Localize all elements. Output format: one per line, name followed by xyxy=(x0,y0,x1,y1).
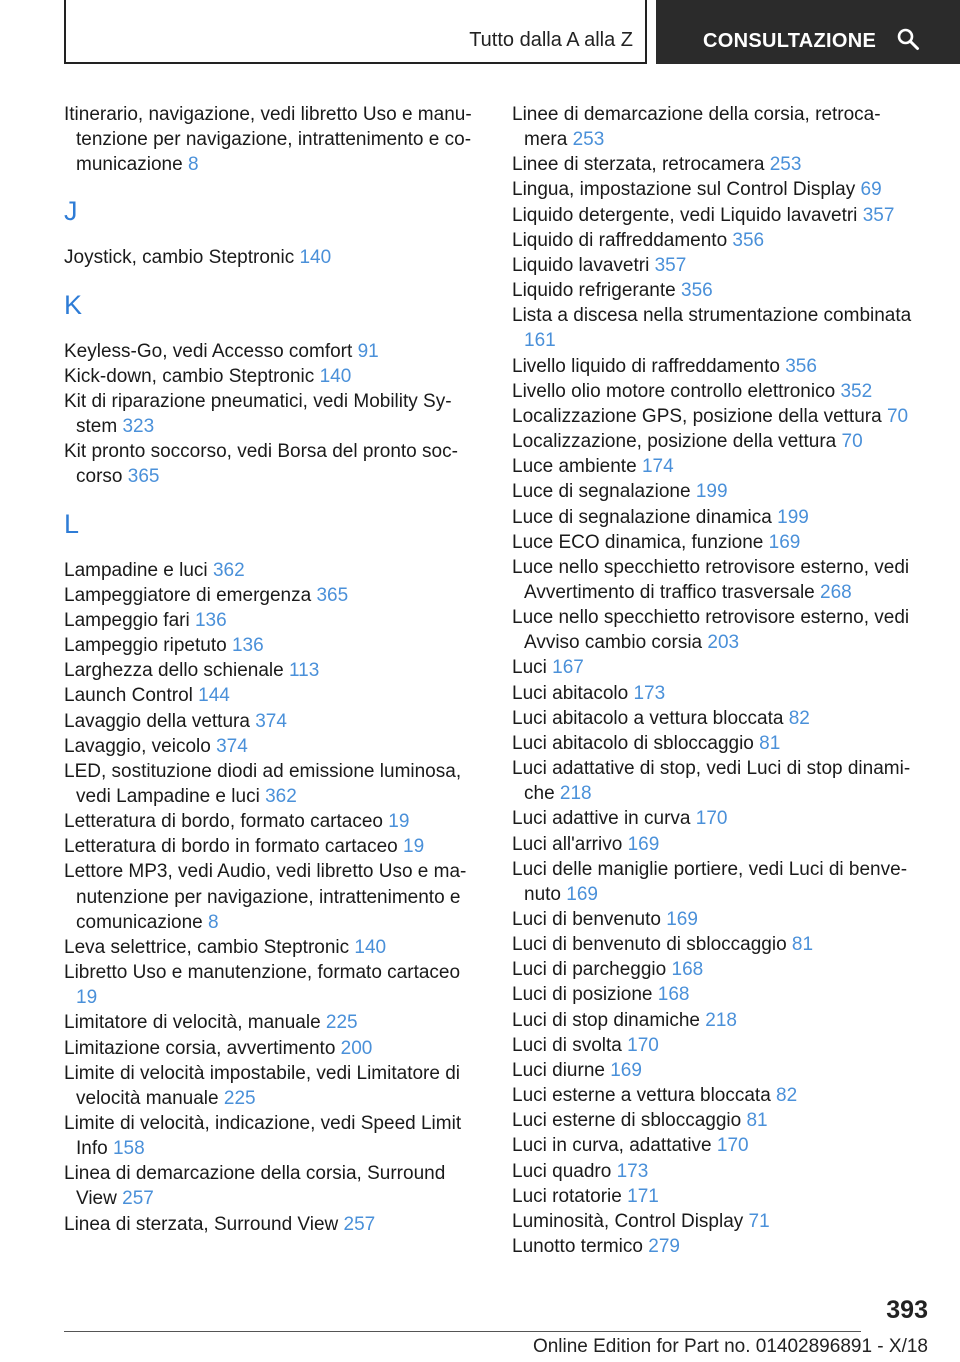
index-entry-page-link[interactable]: 365 xyxy=(127,466,160,488)
index-entry-page-link[interactable]: 8 xyxy=(208,911,219,933)
index-entry xyxy=(64,389,474,439)
index-entry-page-link[interactable]: 136 xyxy=(231,635,264,657)
index-entry xyxy=(512,479,917,504)
index-entry xyxy=(64,102,474,177)
index-entry-page-link[interactable]: 113 xyxy=(289,660,320,682)
index-entry-text: Localizzazione, posizione della vettura xyxy=(512,431,837,453)
index-entry xyxy=(64,1161,474,1211)
index-entry-page-link[interactable]: 225 xyxy=(325,1012,358,1034)
header-title-box xyxy=(64,0,647,64)
index-entry-text: Luci delle maniglie portiere, vedi Luci di benvenuto xyxy=(512,858,908,905)
index-entry xyxy=(512,1184,917,1209)
index-entry xyxy=(64,859,474,934)
index-letter-heading: L xyxy=(64,508,80,539)
index-entry xyxy=(64,1010,474,1035)
index-entry xyxy=(64,734,474,759)
index-entry-text: Luminosità, Control Display xyxy=(512,1210,744,1232)
index-entry-text: Luci di stop dinamiche xyxy=(512,1009,700,1031)
index-entry-page-link[interactable]: 70 xyxy=(886,405,909,427)
index-entry-page-link[interactable]: 158 xyxy=(112,1138,145,1160)
index-entry xyxy=(64,439,474,489)
index-entry-text: Linea di demarcazione della corsia, Surround View xyxy=(64,1163,446,1210)
header-section: CONSULTAZIONE xyxy=(703,30,877,52)
index-entry-text: Luce ECO dinamica, funzione xyxy=(512,531,764,553)
index-entry xyxy=(512,957,917,982)
index-entry-text: Luci di parcheggio xyxy=(512,959,667,981)
index-entry-text: Keyless-Go, vedi Accesso comfort xyxy=(64,340,353,362)
index-entry-text: Liquido refrigerante xyxy=(512,280,676,302)
index-entry xyxy=(512,907,917,932)
index-entry-text: Liquido di raffreddamento xyxy=(512,229,728,251)
index-entry-text: Lampeggiatore di emergenza xyxy=(64,584,312,606)
index-entry-page-link[interactable]: 8 xyxy=(187,154,199,176)
index-letter-heading: J xyxy=(64,196,78,227)
header-section-box xyxy=(656,0,960,64)
index-entry-page-link[interactable]: 81 xyxy=(759,732,781,754)
index-entry xyxy=(512,756,917,806)
index-entry-text: Luci adattative di stop, vedi Luci di stop dinamiche xyxy=(512,758,911,805)
index-entry-page-link[interactable]: 356 xyxy=(732,229,765,251)
index-entry xyxy=(512,832,917,857)
index-entry-text: Luci esterne di sbloccaggio xyxy=(512,1110,742,1132)
index-entry-text: Luci in curva, adattative xyxy=(512,1135,712,1157)
index-entry-text: Luci diurne xyxy=(512,1059,605,1081)
index-entry xyxy=(512,228,917,253)
index-entry-text: Localizzazione GPS, posizione della vettura xyxy=(512,405,882,427)
index-entry-text: Lavaggio, veicolo xyxy=(64,735,211,757)
index-entry-text: Luci rotatorie xyxy=(512,1185,622,1207)
index-entry-text: Kit di riparazione pneumatici, vedi Mobility System xyxy=(64,390,452,438)
index-entry-page-link[interactable]: 200 xyxy=(340,1037,373,1059)
index-entry-page-link[interactable]: 323 xyxy=(122,416,155,438)
index-entry xyxy=(512,454,917,479)
index-entry xyxy=(512,429,917,454)
index-entry-text: Larghezza dello schienale xyxy=(64,660,284,682)
index-entry-text: Luce ambiente xyxy=(512,456,637,478)
index-entry-page-link[interactable]: 173 xyxy=(633,682,666,704)
index-entry xyxy=(512,253,917,278)
index-entry-text: Limitatore di velocità, manuale xyxy=(64,1012,321,1034)
index-entry-page-link[interactable]: 69 xyxy=(860,179,882,201)
index-entry xyxy=(512,1159,917,1184)
index-entry-text: Lampeggio ripetuto xyxy=(64,635,227,657)
index-entry xyxy=(64,1036,474,1061)
index-entry-text: Linea di sterzata, Surround View xyxy=(64,1213,339,1235)
index-entry-page-link[interactable]: 218 xyxy=(705,1009,737,1031)
index-entry xyxy=(512,857,917,907)
index-entry-page-link[interactable]: 374 xyxy=(216,735,248,757)
index-entry xyxy=(512,706,917,731)
index-entry-page-link[interactable]: 257 xyxy=(122,1188,154,1210)
index-entry-text: Luci abitacolo xyxy=(512,682,629,704)
index-entry-page-link[interactable]: 170 xyxy=(695,808,728,830)
index-entry xyxy=(64,558,474,583)
index-entry xyxy=(64,658,474,683)
index-entry xyxy=(64,633,474,658)
index-entry-page-link[interactable]: 136 xyxy=(194,609,227,631)
index-entry xyxy=(512,1033,917,1058)
index-entry-text: Libretto Uso e manutenzione, formato cartaceo xyxy=(64,962,461,984)
index-entry xyxy=(64,834,474,859)
index-entry-text: Launch Control xyxy=(64,685,193,707)
index-entry-text: Letteratura di bordo in formato cartaceo xyxy=(64,836,398,858)
index-entry-page-link[interactable]: 169 xyxy=(768,531,801,553)
index-entry-text: Kit pronto soccorso, vedi Borsa del pronto soccorso xyxy=(64,441,458,488)
page-number: 393 xyxy=(886,1296,928,1324)
index-entry-page-link[interactable]: 140 xyxy=(354,936,387,958)
index-entry-page-link[interactable]: 365 xyxy=(316,584,349,606)
index-entry xyxy=(64,960,474,1010)
index-entry xyxy=(64,935,474,960)
index-entry xyxy=(512,1008,917,1033)
index-entry xyxy=(512,1058,917,1083)
index-entry xyxy=(512,932,917,957)
index-column-right xyxy=(512,102,917,1259)
index-entry-page-link[interactable]: 356 xyxy=(681,280,713,302)
index-entry-text: Luce nello specchietto retrovisore esterno, vedi Avvertimento di traffico trasversale xyxy=(512,556,910,603)
index-entry-page-link[interactable]: 362 xyxy=(212,559,245,581)
index-entry xyxy=(512,152,917,177)
index-entry xyxy=(512,555,917,605)
index-entry xyxy=(512,278,917,303)
index-entry-page-link[interactable]: 19 xyxy=(388,811,410,833)
index-entry-text: LED, sostituzione diodi ad emissione luminosa, vedi Lampadine e luci xyxy=(64,760,462,807)
index-entry-page-link[interactable]: 19 xyxy=(403,836,425,858)
index-entry-page-link[interactable]: 169 xyxy=(627,833,660,855)
index-entry-text: Leva selettrice, cambio Steptronic xyxy=(64,936,350,958)
index-entry xyxy=(512,982,917,1007)
index-entry xyxy=(64,709,474,734)
index-entry-page-link[interactable]: 168 xyxy=(671,959,704,981)
index-entry-page-link[interactable]: 161 xyxy=(524,330,556,352)
footer-divider xyxy=(64,1331,861,1332)
index-entry xyxy=(512,505,917,530)
index-entry-page-link[interactable]: 91 xyxy=(357,340,379,362)
index-entry-page-link[interactable]: 171 xyxy=(627,1185,659,1207)
index-entry-text: Linee di demarcazione della corsia, retrocamera xyxy=(512,104,881,151)
index-entry-page-link[interactable]: 357 xyxy=(654,254,687,276)
index-entry xyxy=(64,364,474,389)
index-entry-text: Limite di velocità impostabile, vedi Limitatore di velocità manuale xyxy=(64,1062,461,1109)
index-entry xyxy=(512,102,917,152)
index-entry-text: Itinerario, navigazione, vedi libretto Uso e manutenzione per navigazione, intrattenimento e comunicazione xyxy=(64,104,472,176)
index-entry-page-link[interactable]: 279 xyxy=(648,1236,680,1258)
index-entry xyxy=(512,530,917,555)
index-entry-page-link[interactable]: 169 xyxy=(666,909,698,930)
index-entry-page-link[interactable]: 374 xyxy=(255,710,287,732)
index-entry-text: Liquido detergente, vedi Liquido lavavetri xyxy=(512,204,858,226)
index-entry-page-link[interactable]: 203 xyxy=(707,632,740,654)
index-entry-text: Luci di posizione xyxy=(512,984,653,1006)
index-entry-page-link[interactable]: 268 xyxy=(820,581,852,603)
search-icon xyxy=(896,27,920,51)
index-entry-page-link[interactable]: 199 xyxy=(777,506,809,528)
index-entry-text: Luce nello specchietto retrovisore esterno, vedi Avviso cambio corsia xyxy=(512,607,910,654)
index-entry xyxy=(512,1209,917,1234)
index-entry xyxy=(64,1212,474,1237)
index-entry xyxy=(512,303,917,353)
index-entry-page-link[interactable]: 169 xyxy=(566,883,598,905)
index-entry-page-link[interactable]: 253 xyxy=(572,129,605,151)
index-entry-text: Luci abitacolo a vettura bloccata xyxy=(512,707,784,729)
index-entry xyxy=(512,404,917,429)
index-entry xyxy=(512,681,917,706)
index-entry xyxy=(512,379,917,404)
index-entry-text: Luci di benvenuto di sbloccaggio xyxy=(512,934,787,956)
index-entry xyxy=(64,683,474,708)
index-entry xyxy=(512,177,917,202)
index-entry xyxy=(64,245,474,270)
index-entry-page-link[interactable]: 170 xyxy=(716,1135,749,1157)
index-entry-page-link[interactable]: 218 xyxy=(559,783,592,805)
index-entry xyxy=(512,1133,917,1158)
index-entry-text: Lampadine e luci xyxy=(64,559,208,581)
index-entry xyxy=(64,1111,474,1161)
index-entry-text: Livello liquido di raffreddamento xyxy=(512,355,780,377)
index-entry xyxy=(512,354,917,379)
index-entry-text: Luci di benvenuto xyxy=(512,909,661,930)
index-entry-page-link[interactable]: 352 xyxy=(840,380,873,402)
index-entry xyxy=(64,608,474,633)
index-entry-text: Lettore MP3, vedi Audio, vedi libretto Uso e manutenzione per navigazione, intrattenimento e comunicazione xyxy=(64,861,467,933)
index-entry-page-link[interactable]: 140 xyxy=(319,365,352,387)
index-entry-text: Limitazione corsia, avvertimento xyxy=(64,1037,336,1059)
index-entry-page-link[interactable]: 199 xyxy=(695,481,728,503)
index-entry-text: Livello olio motore controllo elettronico xyxy=(512,380,836,402)
index-column-left xyxy=(64,102,474,1237)
index-entry-text: Lavaggio della vettura xyxy=(64,710,250,732)
index-entry xyxy=(512,203,917,228)
index-entry-text: Liquido lavavetri xyxy=(512,254,650,276)
index-entry-page-link[interactable]: 140 xyxy=(299,247,332,269)
index-entry-page-link[interactable]: 19 xyxy=(76,987,98,1009)
index-entry xyxy=(512,605,917,655)
index-entry-page-link[interactable]: 170 xyxy=(627,1034,659,1056)
index-entry-page-link[interactable]: 81 xyxy=(746,1110,768,1132)
index-entry xyxy=(64,759,474,809)
index-entry-page-link[interactable]: 144 xyxy=(198,685,230,707)
index-entry-text: Limite di velocità, indicazione, vedi Speed Limit Info xyxy=(64,1113,462,1160)
index-entry-text: Luce di segnalazione xyxy=(512,481,691,503)
index-entry xyxy=(64,809,474,834)
index-entry-text: Luci esterne a vettura bloccata xyxy=(512,1085,771,1107)
index-entry xyxy=(512,731,917,756)
header-title: Tutto dalla A alla Z xyxy=(469,29,633,51)
index-entry-page-link[interactable]: 357 xyxy=(862,204,895,226)
index-entry-text: Luci abitacolo di sbloccaggio xyxy=(512,732,754,754)
index-entry-text: Letteratura di bordo, formato cartaceo xyxy=(64,811,383,833)
index-letter-heading: K xyxy=(64,289,83,320)
index-entry-page-link[interactable]: 362 xyxy=(265,785,297,807)
index-entry-page-link[interactable]: 174 xyxy=(641,456,674,478)
index-entry-text: Luce di segnalazione dinamica xyxy=(512,506,772,528)
index-entry-text: Luci di svolta xyxy=(512,1034,622,1056)
index-entry xyxy=(512,655,917,680)
index-entry xyxy=(64,339,474,364)
index-entry-page-link[interactable]: 225 xyxy=(223,1087,256,1109)
index-entry xyxy=(64,1061,474,1111)
index-entry-text: Lunotto termico xyxy=(512,1236,643,1258)
index-entry-page-link[interactable]: 82 xyxy=(788,707,810,729)
index-entry xyxy=(512,1234,917,1259)
index-entry-text: Lista a discesa nella strumentazione combinata xyxy=(512,305,912,327)
index-entry-text: Joystick, cambio Steptronic xyxy=(64,247,295,269)
index-entry xyxy=(512,1108,917,1133)
index-entry xyxy=(512,806,917,831)
index-entry-page-link[interactable]: 82 xyxy=(776,1085,798,1107)
index-entry-page-link[interactable]: 167 xyxy=(552,657,584,679)
index-entry-text: Luci quadro xyxy=(512,1160,612,1182)
index-entry-page-link[interactable]: 169 xyxy=(610,1059,642,1081)
index-entry-text: Luci all'arrivo xyxy=(512,833,623,855)
footer-edition: Online Edition for Part no. 01402896891 - X/18 xyxy=(532,1336,928,1357)
index-entry-page-link[interactable]: 71 xyxy=(748,1210,770,1232)
index-entry-text: Kick-down, cambio Steptronic xyxy=(64,365,315,387)
index-entry-page-link[interactable]: 253 xyxy=(769,154,802,176)
index-entry-text: Lingua, impostazione sul Control Display xyxy=(512,179,856,201)
index-entry xyxy=(64,583,474,608)
index-entry-page-link[interactable]: 81 xyxy=(791,934,814,956)
index-entry-text: Lampeggio fari xyxy=(64,609,190,631)
index-entry-page-link[interactable]: 257 xyxy=(343,1213,376,1235)
index-entry-text: Luci adattive in curva xyxy=(512,808,691,830)
index-entry-text: Luci xyxy=(512,657,547,679)
index-entry xyxy=(512,1083,917,1108)
index-entry-page-link[interactable]: 168 xyxy=(657,984,690,1006)
index-entry-page-link[interactable]: 356 xyxy=(785,355,817,377)
index-entry-page-link[interactable]: 70 xyxy=(841,431,863,453)
index-entry-page-link[interactable]: 173 xyxy=(616,1160,649,1182)
index-entry-text: Linee di sterzata, retrocamera xyxy=(512,154,765,176)
